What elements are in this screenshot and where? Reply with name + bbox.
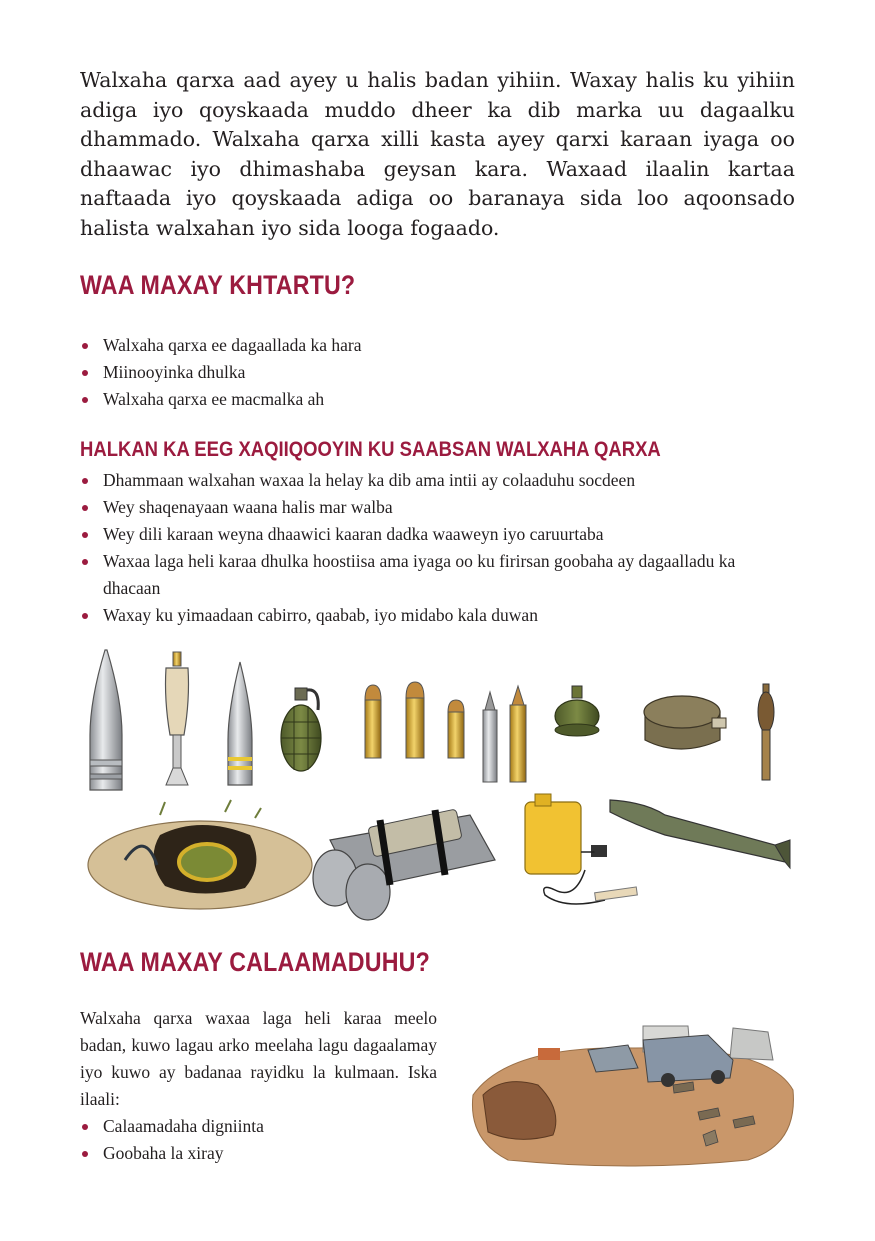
bullets-icon [365,682,526,782]
destroyed-vehicles-illustration [468,1020,798,1170]
facts-list [80,467,740,629]
buried-mine-icon [88,800,312,909]
heading-dangers: WAA MAXAY KHTARTU? [80,270,356,300]
rocket-icon [610,800,790,868]
intro-paragraph: Walxaha qarxa aad ayey u halis badan yihiin. Waxay halis ku yihiin adiga iyo qoyskaada muddo dheer ka dib marka uu dagaalku dhammado. Walxaha qarxa xilli kasta ayey qarxi karaan iyaga oo dhaawac iyo dhimashaba geysan kara. Waxaad ilaalin kartaa naftaada iyo qoyskaada adiga oo baranaya sida loo aqoonsado halista walxahan iyo sida looga fogaado. [80,68,795,240]
list-item: Miinooyinka dhulka [80,359,362,386]
ied-row-illustration [85,790,795,925]
heading-facts: HALKAN KA EEG XAQIIQOOYIN KU SAABSAN WALXAHA QARXA [80,438,661,461]
stick-grenade-icon [758,684,774,780]
artillery-shell-icon [90,650,122,790]
list-item: Wey shaqenayaan waana halis mar walba [80,494,740,521]
list-item: Walxaha qarxa ee macmalka ah [80,386,362,413]
anti-personnel-mine-icon [555,686,599,736]
signs-paragraph: Walxaha qarxa waxaa laga heli karaa meelo badan, kuwo lagau arko meelaha lagu dagaalamay iyo kuwo ay badanaa rayidku la kulmaan. Iska ilaali: [80,1008,437,1109]
heading-signs: WAA MAXAY CALAAMADUHU? [80,947,430,977]
list-item: Waxay ku yimaadaan cabirro, qaabab, iyo midabo kala duwan [80,602,740,629]
mortar-icon [166,652,189,785]
list-item: Calaamadaha digniinta [80,1113,264,1140]
list-item: Dhammaan walxahan waxaa la helay ka dib ama intii ay colaaduhu socdeen [80,467,740,494]
list-item: Waxaa laga heli karaa dhulka hoostiisa ama iyaga oo ku firirsan goobaha ay dagaalladu ka dhacaan [80,548,740,602]
signs-list [80,1113,264,1167]
ordnance-row-illustration [80,640,800,810]
improvised-explosive-device-icon [313,809,495,920]
projectile-icon [228,662,252,785]
list-item: Wey dili karaan weyna dhaawici kaaran dadka waaweyn iyo caruurtaba [80,521,740,548]
list-item: Goobaha la xiray [80,1140,264,1167]
list-item: Walxaha qarxa ee dagaallada ka hara [80,332,362,359]
dangers-list [80,332,362,413]
hand-grenade-icon [281,688,321,771]
anti-tank-mine-icon [644,696,726,749]
